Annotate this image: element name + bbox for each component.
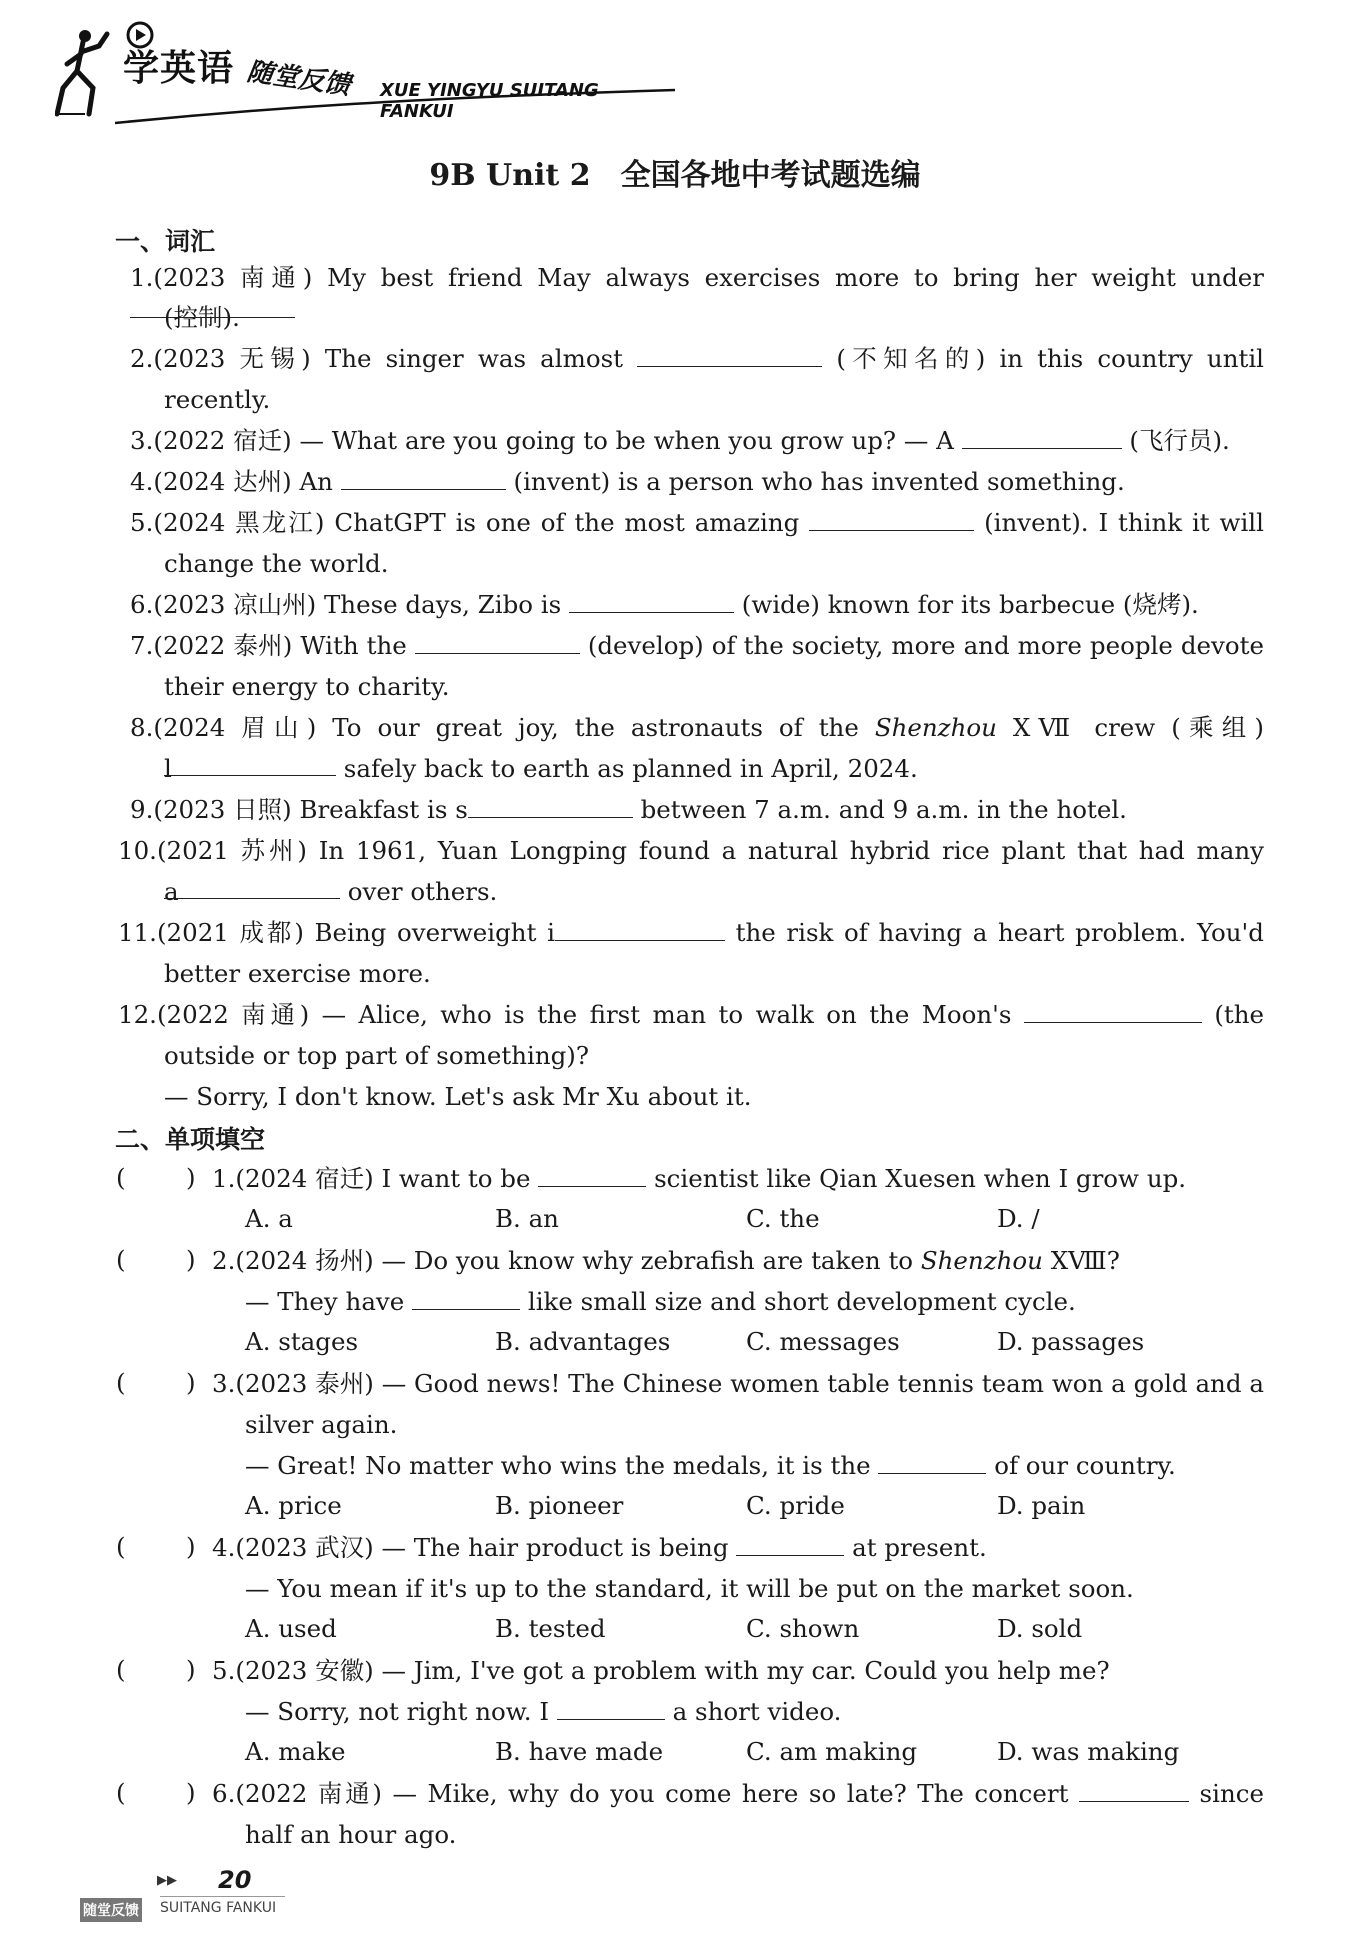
option-a[interactable]: A. used [245, 1614, 337, 1643]
brand-subtitle: 随堂反馈 [245, 56, 353, 102]
answer-blank[interactable] [555, 918, 725, 941]
vocab-item-5: 5.(2024 黑龙江) ChatGPT is one of the most amazing (invent). I think it will [130, 508, 1264, 537]
choice-question-3-cont: silver again. [245, 1410, 398, 1439]
option-d[interactable]: D. passages [997, 1327, 1145, 1356]
vocab-item-1-cont: (控制). [164, 303, 240, 332]
vocab-item-3: 3.(2022 宿迁) — What are you going to be when you grow up? — A (飞行员). [130, 426, 1230, 455]
option-b[interactable]: B. pioneer [495, 1491, 624, 1520]
vocab-item-12-reply: — Sorry, I don't know. Let's ask Mr Xu about it. [164, 1082, 752, 1111]
option-b[interactable]: B. advantages [495, 1327, 671, 1356]
vocab-item-12-cont: outside or top part of something)? [164, 1041, 589, 1070]
option-d[interactable]: D. was making [997, 1737, 1180, 1766]
brand-title: 学英语 [123, 48, 235, 89]
vocab-item-10-cont: a over others. [164, 877, 498, 906]
answer-blank[interactable] [341, 467, 506, 490]
choice-question-6: 6.(2022 南通) — Mike, why do you come here so late? The concert since [212, 1779, 1264, 1808]
answer-blank[interactable] [468, 795, 633, 818]
choice-question-2: 2.(2024 扬州) — Do you know why zebrafish are taken to Shenzhou ⅩⅧ? [212, 1246, 1120, 1275]
vocab-item-6: 6.(2023 凉山州) These days, Zibo is (wide) known for its barbecue (烧烤). [130, 590, 1199, 619]
page-header [55, 18, 675, 128]
answer-blank[interactable] [809, 508, 974, 531]
vocab-item-5-cont: change the world. [164, 549, 389, 578]
answer-blank[interactable] [878, 1451, 986, 1474]
option-a[interactable]: A. a [245, 1204, 293, 1233]
answer-blank[interactable] [962, 426, 1122, 449]
answer-blank[interactable]: a [164, 876, 340, 899]
option-a[interactable]: A. stages [245, 1327, 359, 1356]
answer-paren[interactable]: ( [116, 1778, 126, 1807]
section-heading-vocabulary: 一、词汇 [115, 227, 216, 256]
answer-blank[interactable] [557, 1697, 665, 1720]
option-a[interactable]: A. price [245, 1491, 342, 1520]
answer-blank[interactable] [538, 1164, 646, 1187]
choice-question-6-cont: half an hour ago. [245, 1820, 457, 1849]
page-number: 20 [218, 1866, 252, 1894]
vocab-item-8-cont: l safely back to earth as planned in April, 2024. [164, 754, 918, 783]
option-b[interactable]: B. have made [495, 1737, 664, 1766]
brand-pinyin: XUE YINGYU SUITANG FANKUI [380, 80, 599, 122]
answer-paren[interactable]: ( [116, 1245, 126, 1274]
vocab-item-11-cont: better exercise more. [164, 959, 431, 988]
answer-paren[interactable]: ( [116, 1163, 126, 1192]
choice-question-3-reply: — Great! No matter who wins the medals, it is the of our country. [245, 1451, 1176, 1480]
vocab-item-1: 1.(2023 南通) My best friend May always exercises more to bring her weight under [130, 262, 1264, 326]
option-c[interactable]: C. the [746, 1204, 820, 1233]
vocab-item-2: 2.(2023 无锡) The singer was almost (不知名的) in this country until [130, 344, 1264, 373]
answer-blank[interactable] [1079, 1779, 1189, 1802]
answer-paren[interactable]: ( [116, 1655, 126, 1684]
choice-question-5: 5.(2023 安徽) — Jim, I've got a problem with my car. Could you help me? [212, 1656, 1110, 1685]
option-d[interactable]: D. / [997, 1204, 1040, 1233]
vocab-item-9: 9.(2023 日照) Breakfast is s between 7 a.m. and 9 a.m. in the hotel. [130, 795, 1127, 824]
answer-paren[interactable]: ( [116, 1532, 126, 1561]
vocab-item-7: 7.(2022 泰州) With the (develop) of the society, more and more people devote [130, 631, 1264, 660]
answer-blank[interactable]: l [164, 753, 336, 776]
option-c[interactable]: C. pride [746, 1491, 845, 1520]
choice-question-4: 4.(2023 武汉) — The hair product is being at present. [212, 1533, 987, 1562]
choice-question-5-reply: — Sorry, not right now. I a short video. [245, 1697, 842, 1726]
option-c[interactable]: C. messages [746, 1327, 900, 1356]
option-d[interactable]: D. pain [997, 1491, 1086, 1520]
answer-blank[interactable] [736, 1533, 844, 1556]
option-b[interactable]: B. tested [495, 1614, 606, 1643]
page-title: 9B Unit 2 全国各地中考试题选编 [429, 158, 921, 193]
option-c[interactable]: C. am making [746, 1737, 918, 1766]
footer-divider [160, 1896, 285, 1897]
choice-question-3: 3.(2023 泰州) — Good news! The Chinese women table tennis team won a gold and a [212, 1369, 1264, 1398]
section-heading-single-choice: 二、单项填空 [115, 1125, 266, 1154]
double-arrow-icon: ▶▶ [157, 1873, 177, 1888]
answer-paren[interactable]: ( [116, 1368, 126, 1397]
vocab-item-2-cont: recently. [164, 385, 271, 414]
choice-question-2-reply: — They have like small size and short development cycle. [245, 1287, 1076, 1316]
answer-blank[interactable] [415, 631, 580, 654]
option-d[interactable]: D. sold [997, 1614, 1083, 1643]
vocab-item-4: 4.(2024 达州) An (invent) is a person who has invented something. [130, 467, 1125, 496]
choice-question-1: 1.(2024 宿迁) I want to be scientist like Qian Xuesen when I grow up. [212, 1164, 1187, 1193]
choice-question-4-reply: — You mean if it's up to the standard, it will be put on the market soon. [245, 1574, 1134, 1603]
option-b[interactable]: B. an [495, 1204, 559, 1233]
answer-blank[interactable] [569, 590, 734, 613]
option-a[interactable]: A. make [245, 1737, 346, 1766]
answer-blank[interactable] [1024, 1000, 1202, 1023]
vocab-item-7-cont: their energy to charity. [164, 672, 450, 701]
option-c[interactable]: C. shown [746, 1614, 860, 1643]
vocab-item-10: 10.(2021 苏州) In 1961, Yuan Longping found a natural hybrid rice plant that had many [118, 836, 1264, 865]
vocab-item-12: 12.(2022 南通) — Alice, who is the first man to walk on the Moon's (the [118, 1000, 1264, 1029]
answer-blank[interactable] [412, 1287, 520, 1310]
vocab-item-11: 11.(2021 成都) Being overweight i the risk of having a heart problem. You'd [118, 918, 1264, 947]
runner-logo-icon [55, 26, 115, 118]
footer-brand-tag: 随堂反馈 [80, 1898, 142, 1922]
vocab-item-8: 8.(2024 眉山) To our great joy, the astronauts of the Shenzhou ⅩⅦ crew (乘组) [130, 713, 1264, 742]
answer-blank[interactable] [637, 344, 822, 367]
footer-brand-pinyin: SUITANG FANKUI [160, 1900, 277, 1916]
